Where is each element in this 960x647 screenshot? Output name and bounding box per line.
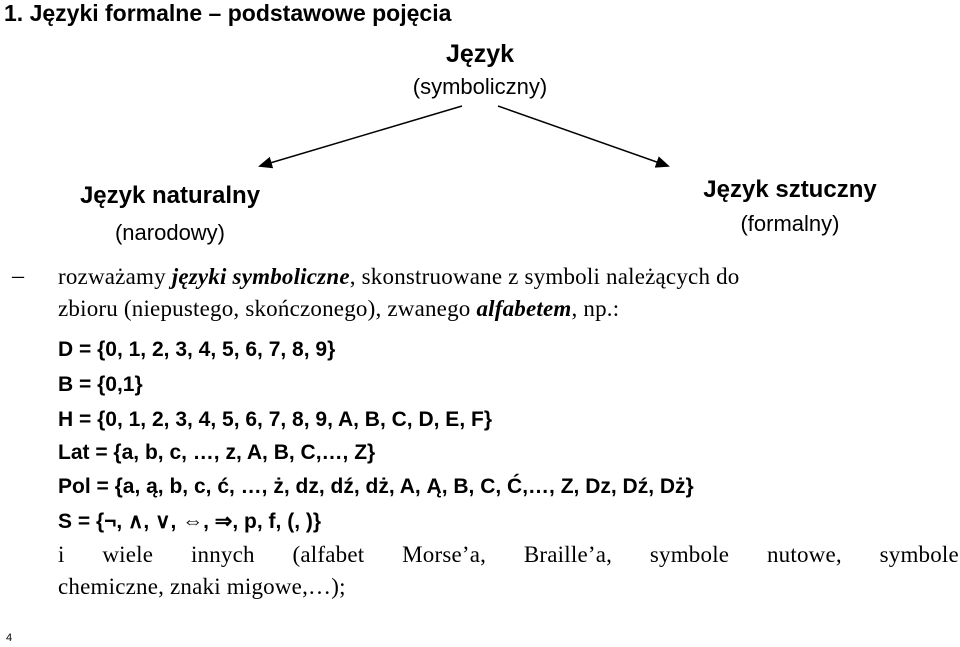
closing-word: (alfabet: [292, 542, 365, 567]
closing-word: innych: [190, 542, 255, 567]
term-alphabet: alfabetem: [476, 296, 572, 321]
diagram-natural-subtitle: (narodowy): [114, 220, 226, 245]
closing-word: Braille’a,: [523, 542, 613, 567]
paragraph-line-1: [58, 264, 740, 290]
diagram-artificial-subtitle: (formalny): [740, 211, 840, 236]
bullet-dash: –: [12, 263, 24, 289]
arrow-to-natural: [260, 106, 462, 166]
term-symbolic-languages: języki symboliczne: [171, 264, 350, 289]
diagram-artificial-title: Język sztuczny: [703, 176, 877, 203]
set-decimal: D = {0, 1, 2, 3, 4, 5, 6, 7, 8, 9}: [58, 338, 336, 361]
closing-word: nutowe,: [766, 542, 842, 567]
set-binary: B = {0,1}: [58, 373, 143, 396]
page-number: 4: [6, 632, 13, 644]
closing-line-2: chemiczne, znaki migowe,…);: [58, 574, 346, 599]
diagram-natural-title: Język naturalny: [79, 182, 261, 209]
paragraph-line-1-post: , skonstruowane z symboli należących do: [349, 264, 740, 289]
paragraph-line-2-pre: zbioru (niepustego, skończonego), zwanego: [58, 296, 477, 321]
diagram-root-subtitle: (symboliczny): [412, 74, 548, 99]
paragraph-line-2: [58, 296, 619, 322]
closing-word: symbole: [879, 542, 959, 567]
paragraph-line-1-pre: rozważamy: [58, 264, 172, 289]
page-title: 1. Języki formalne – podstawowe pojęcia: [4, 0, 452, 26]
diagram-root-title: Język: [445, 40, 515, 68]
set-logic: S = {¬, ∧, ∨, ⇔, ⇒, p, f, (, )}: [58, 510, 322, 533]
closing-word: wiele: [102, 542, 154, 567]
closing-line-1: [58, 542, 959, 568]
closing-word: symbole: [649, 542, 730, 567]
set-polish: Pol = {a, ą, b, c, ć, …, ż, dz, dź, dż, A, Ą, B, C, Ć,…, Z, Dz, Dź, Dż}: [58, 475, 694, 498]
set-hex: H = {0, 1, 2, 3, 4, 5, 6, 7, 8, 9, A, B, C, D, E, F}: [58, 408, 492, 431]
closing-word: i: [58, 542, 65, 567]
set-latin: Lat = {a, b, c, …, z, A, B, C,…, Z}: [58, 441, 376, 464]
paragraph-line-2-post: , np.:: [571, 296, 620, 321]
arrow-to-artificial: [498, 106, 668, 166]
closing-word: Morse’a,: [402, 542, 487, 567]
